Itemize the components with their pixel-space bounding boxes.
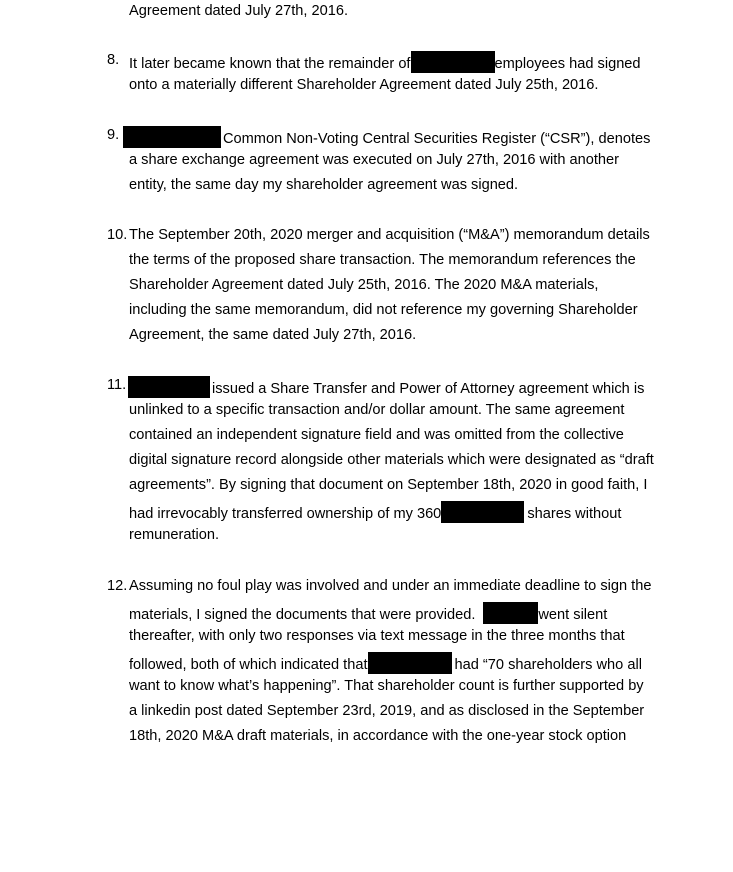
item-11-line-6 [129,501,622,522]
item-11-line-5: agreements”. By signing that document on September 18th, 2020 in good faith, I [129,477,648,493]
item-8-line-1 [129,51,641,72]
redaction-bar [368,652,452,674]
item-10-line-3: Shareholder Agreement dated July 25th, 2016. The 2020 M&A materials, [129,277,599,293]
item-10-line-5: Agreement, the same dated July 27th, 2016. [129,327,417,343]
item-9-line-2: a share exchange agreement was executed on July 27th, 2016 with another [129,152,620,168]
item-9-line-3: entity, the same day my shareholder agreement was signed. [129,177,519,193]
item-number: 10. [107,227,128,243]
item-10-line-1: The September 20th, 2020 merger and acquisition (“M&A”) memorandum details [129,227,650,243]
item-8-line-2: onto a materially different Shareholder Agreement dated July 25th, 2016. [129,77,599,93]
redaction-bar [441,501,524,523]
redaction-bar [128,376,210,398]
item-10-line-4: including the same memorandum, did not reference my governing Shareholder [129,302,638,318]
item-text: went silent [538,607,608,623]
redaction-bar [123,126,221,148]
item-number: 9. [107,127,120,143]
redaction-bar [483,602,538,624]
item-12-line-2 [129,602,608,623]
item-12-line-6: a linkedin post dated September 23rd, 2019, and as disclosed in the September [129,703,645,719]
item-number: 11. [107,377,127,393]
item-text: issued a Share Transfer and Power of Attorney agreement which is [212,381,645,397]
item-11-line-1 [128,376,645,397]
item-10-line-2: the terms of the proposed share transaction. The memorandum references the [129,252,636,268]
item-text: It later became known that the remainder of [129,56,411,72]
item-text: shares without [527,506,622,522]
item-text: had irrevocably transferred ownership of my 360 [129,506,442,522]
item-12-line-4 [129,652,642,673]
item-12-line-7: 18th, 2020 M&A draft materials, in accordance with the one-year stock option [129,728,627,744]
item-text: Common Non-Voting Central Securities Register (“CSR”), denotes [223,131,651,147]
item-text: materials, I signed the documents that were provided. [129,607,476,623]
item-11-line-7: remuneration. [129,527,220,543]
item-12-line-1: Assuming no foul play was involved and under an immediate deadline to sign the [129,578,652,594]
item-11-line-3: contained an independent signature field and was omitted from the collective [129,427,624,443]
item-number: 12. [107,578,128,594]
carryover-text: Agreement dated July 27th, 2016. [129,3,349,19]
item-12-line-5: want to know what’s happening”. That shareholder count is further supported by [129,678,644,694]
item-text: followed, both of which indicated that [129,657,368,673]
item-9-line-1 [123,126,651,147]
item-text: had “70 shareholders who all [454,657,642,673]
item-number: 8. [107,52,120,68]
item-12-line-3: thereafter, with only two responses via text message in the three months that [129,628,625,644]
item-text: employees had signed [494,56,641,72]
redaction-bar [411,51,495,73]
item-11-line-2: unlinked to a specific transaction and/or dollar amount. The same agreement [129,402,625,418]
item-11-line-4: digital signature record alongside other materials which were designated as “draft [129,452,654,468]
